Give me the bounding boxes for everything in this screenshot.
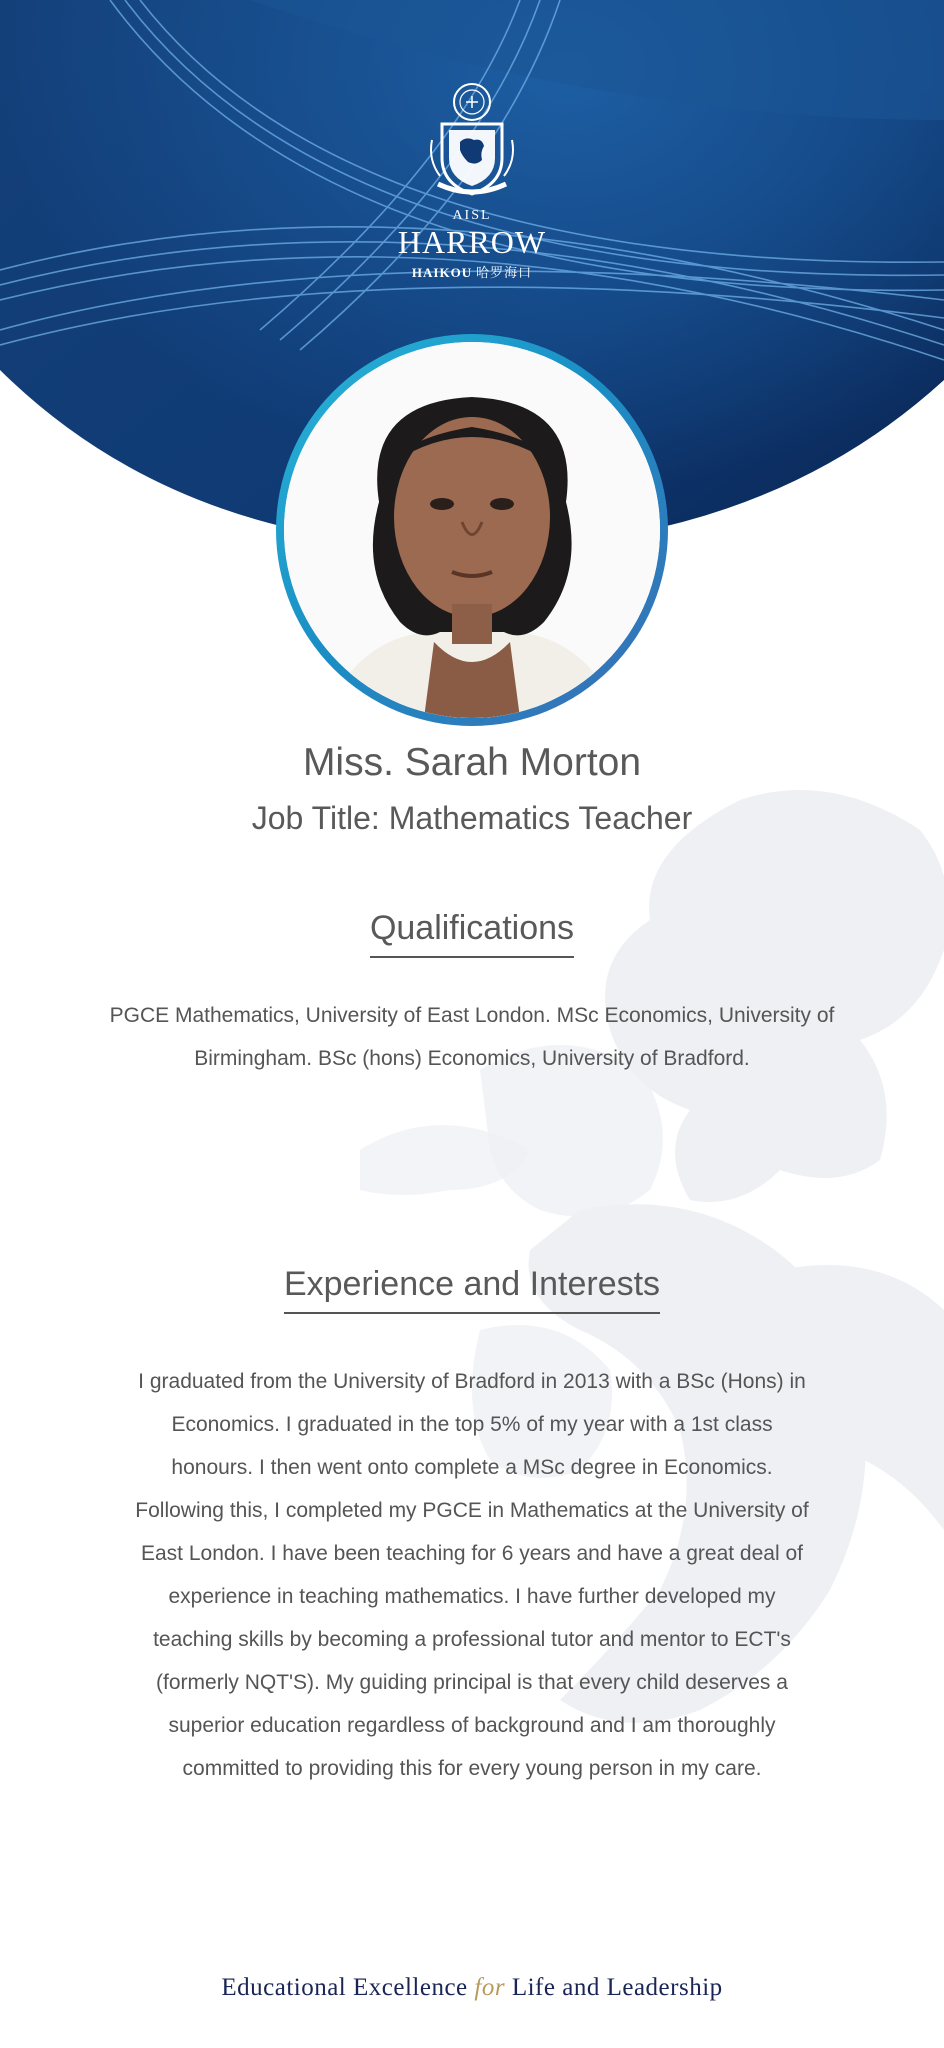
footer-slogan-part3: Life and Leadership (511, 1974, 723, 2001)
portrait-icon (284, 342, 660, 718)
logo-haikou-en: HAIKOU (411, 265, 473, 280)
experience-text: I graduated from the University of Bradford in 2013 with a BSc (Hons) in Economics. I graduated in the top 5% of my year with a 1st class honours. I then went onto complete a MSc degree in Economics. Following this, I completed my PGCE in Mathematics at the University of East London. I have been teaching for 6 years and have a great deal of experience in teaching mathematics. I have further developed my teaching skills by becoming a professional tutor and mentor to ECT's (formerly NQT'S). My guiding principal is that every child deserves a superior education regardless of background and I am thoroughly committed to providing this for every young person in my care. (135, 1370, 809, 1780)
experience-heading-text: Experience and Interests (284, 1262, 660, 1314)
crest-icon (422, 80, 522, 200)
qualifications-heading (0, 906, 944, 958)
logo-haikou-cn: 哈罗海口 (476, 265, 533, 280)
logo-haikou-text (0, 264, 944, 282)
qualifications-heading-text: Qualifications (370, 906, 574, 958)
logo-harrow-text: HARROW (397, 224, 547, 260)
footer-slogan-for: for (474, 1974, 506, 2001)
logo-aisl-text: AISL (452, 208, 492, 223)
portrait-frame (276, 334, 668, 726)
footer-slogan (0, 1974, 944, 2002)
teacher-name: Miss. Sarah Morton (302, 741, 642, 784)
portrait-photo (284, 342, 660, 718)
qualifications-text: PGCE Mathematics, University of East London. MSc Economics, University of Birmingham. BSc (hons) Economics, University of Bradford. (109, 1004, 835, 1070)
experience-heading (0, 1262, 944, 1314)
job-title: Job Title: Mathematics Teacher (251, 800, 693, 836)
school-logo (0, 80, 944, 282)
footer-slogan-part1: Educational Excellence (221, 1974, 468, 2001)
